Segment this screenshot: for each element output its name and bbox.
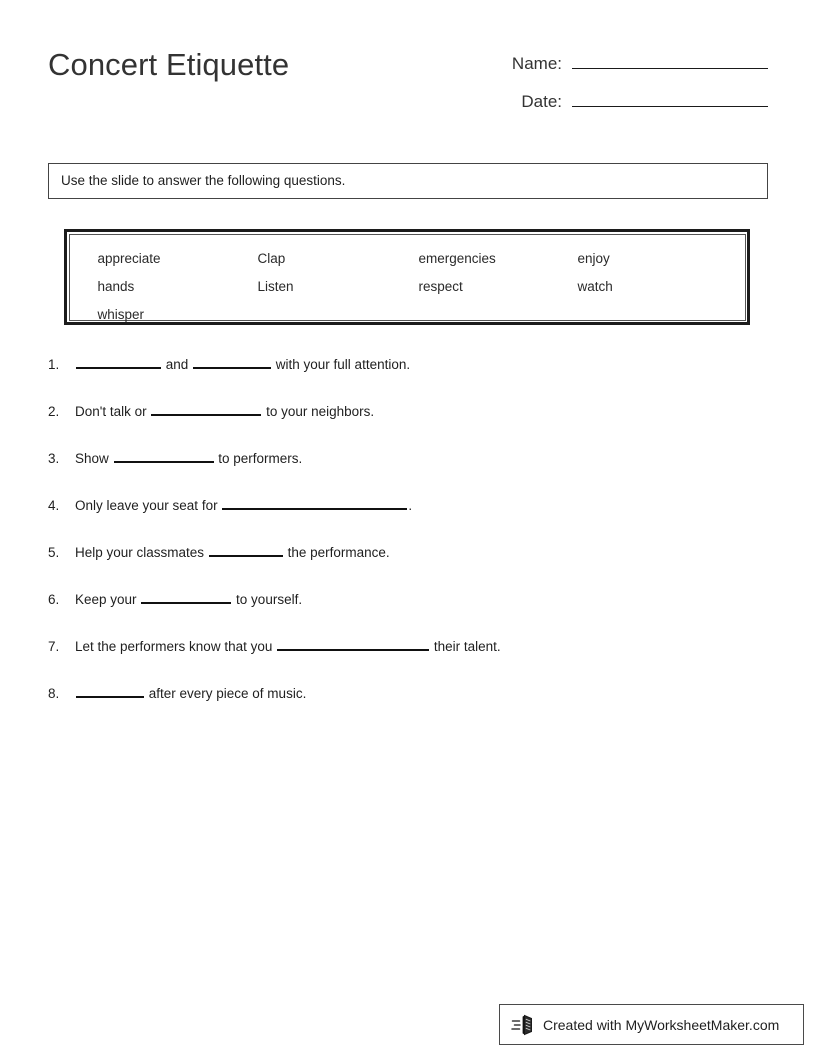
word-bank-word: emergencies bbox=[418, 250, 496, 266]
question-text bbox=[75, 352, 776, 378]
question-number: 2. bbox=[48, 404, 60, 419]
question-text-segment: to performers. bbox=[214, 451, 303, 466]
question-row bbox=[48, 493, 776, 540]
answer-blank[interactable] bbox=[151, 400, 261, 416]
question-number: 7. bbox=[48, 639, 60, 654]
question-text-segment: with your full attention. bbox=[272, 357, 411, 372]
word-bank-word: whisper bbox=[97, 306, 145, 322]
answer-blank[interactable] bbox=[76, 353, 161, 369]
word-bank-word: appreciate bbox=[97, 250, 161, 266]
word-bank-inner-border bbox=[69, 234, 746, 321]
name-field-row bbox=[456, 48, 768, 86]
question-text-segment: to your neighbors. bbox=[262, 404, 375, 419]
instructions-text: Use the slide to answer the following questions. bbox=[61, 173, 346, 188]
word-bank-word: enjoy bbox=[577, 250, 610, 266]
question-text bbox=[75, 493, 776, 519]
question-text-segment: . bbox=[408, 498, 413, 513]
question-row bbox=[48, 352, 776, 399]
word-bank-word: hands bbox=[97, 278, 135, 294]
worksheet-header bbox=[48, 44, 768, 124]
word-bank-grid bbox=[98, 245, 745, 329]
question-text-segment: Don't talk or bbox=[75, 404, 151, 419]
name-input-line[interactable] bbox=[572, 48, 768, 69]
question-text-segment: the performance. bbox=[283, 545, 390, 560]
question-text-segment: Let the performers know that you bbox=[75, 639, 277, 654]
date-input-line[interactable] bbox=[572, 86, 768, 107]
question-number: 1. bbox=[48, 357, 60, 372]
question-row bbox=[48, 540, 776, 587]
question-row bbox=[48, 587, 776, 634]
answer-blank[interactable] bbox=[209, 541, 283, 557]
question-text bbox=[75, 634, 776, 660]
question-text bbox=[75, 587, 776, 613]
worksheet-maker-logo-icon bbox=[511, 1014, 537, 1036]
question-text bbox=[75, 446, 776, 472]
word-bank-word: Listen bbox=[257, 278, 294, 294]
question-text-segment: Show bbox=[75, 451, 113, 466]
word-bank-word: Clap bbox=[257, 250, 286, 266]
answer-blank[interactable] bbox=[141, 588, 231, 604]
word-bank-word: respect bbox=[418, 278, 463, 294]
question-number: 5. bbox=[48, 545, 60, 560]
answer-blank[interactable] bbox=[193, 353, 271, 369]
question-text-segment: Help your classmates bbox=[75, 545, 208, 560]
answer-blank[interactable] bbox=[222, 494, 407, 510]
questions-list bbox=[48, 352, 776, 728]
instructions-box bbox=[48, 163, 768, 199]
question-number: 6. bbox=[48, 592, 60, 607]
question-text-segment: and bbox=[162, 357, 193, 372]
question-text-segment: to yourself. bbox=[232, 592, 303, 607]
question-text bbox=[75, 540, 776, 566]
question-number: 4. bbox=[48, 498, 60, 513]
question-row bbox=[48, 634, 776, 681]
question-text bbox=[75, 681, 776, 707]
question-row bbox=[48, 399, 776, 446]
question-number: 3. bbox=[48, 451, 60, 466]
badge-label: Created with MyWorksheetMaker.com bbox=[543, 1016, 780, 1033]
question-text bbox=[75, 399, 776, 425]
name-label: Name: bbox=[511, 54, 562, 73]
worksheet-maker-badge[interactable] bbox=[499, 1004, 804, 1045]
question-row bbox=[48, 681, 776, 728]
question-text-segment: after every piece of music. bbox=[145, 686, 307, 701]
question-text-segment: Only leave your seat for bbox=[75, 498, 222, 513]
page-title: Concert Etiquette bbox=[48, 47, 290, 82]
answer-blank[interactable] bbox=[277, 635, 429, 651]
question-text-segment: their talent. bbox=[430, 639, 501, 654]
date-label: Date: bbox=[521, 92, 562, 111]
word-bank bbox=[64, 229, 750, 325]
name-date-block bbox=[456, 48, 768, 124]
question-number: 8. bbox=[48, 686, 60, 701]
word-bank-word: watch bbox=[577, 278, 613, 294]
answer-blank[interactable] bbox=[114, 447, 214, 463]
question-row bbox=[48, 446, 776, 493]
question-text-segment: Keep your bbox=[75, 592, 141, 607]
date-field-row bbox=[456, 86, 768, 124]
answer-blank[interactable] bbox=[76, 682, 144, 698]
